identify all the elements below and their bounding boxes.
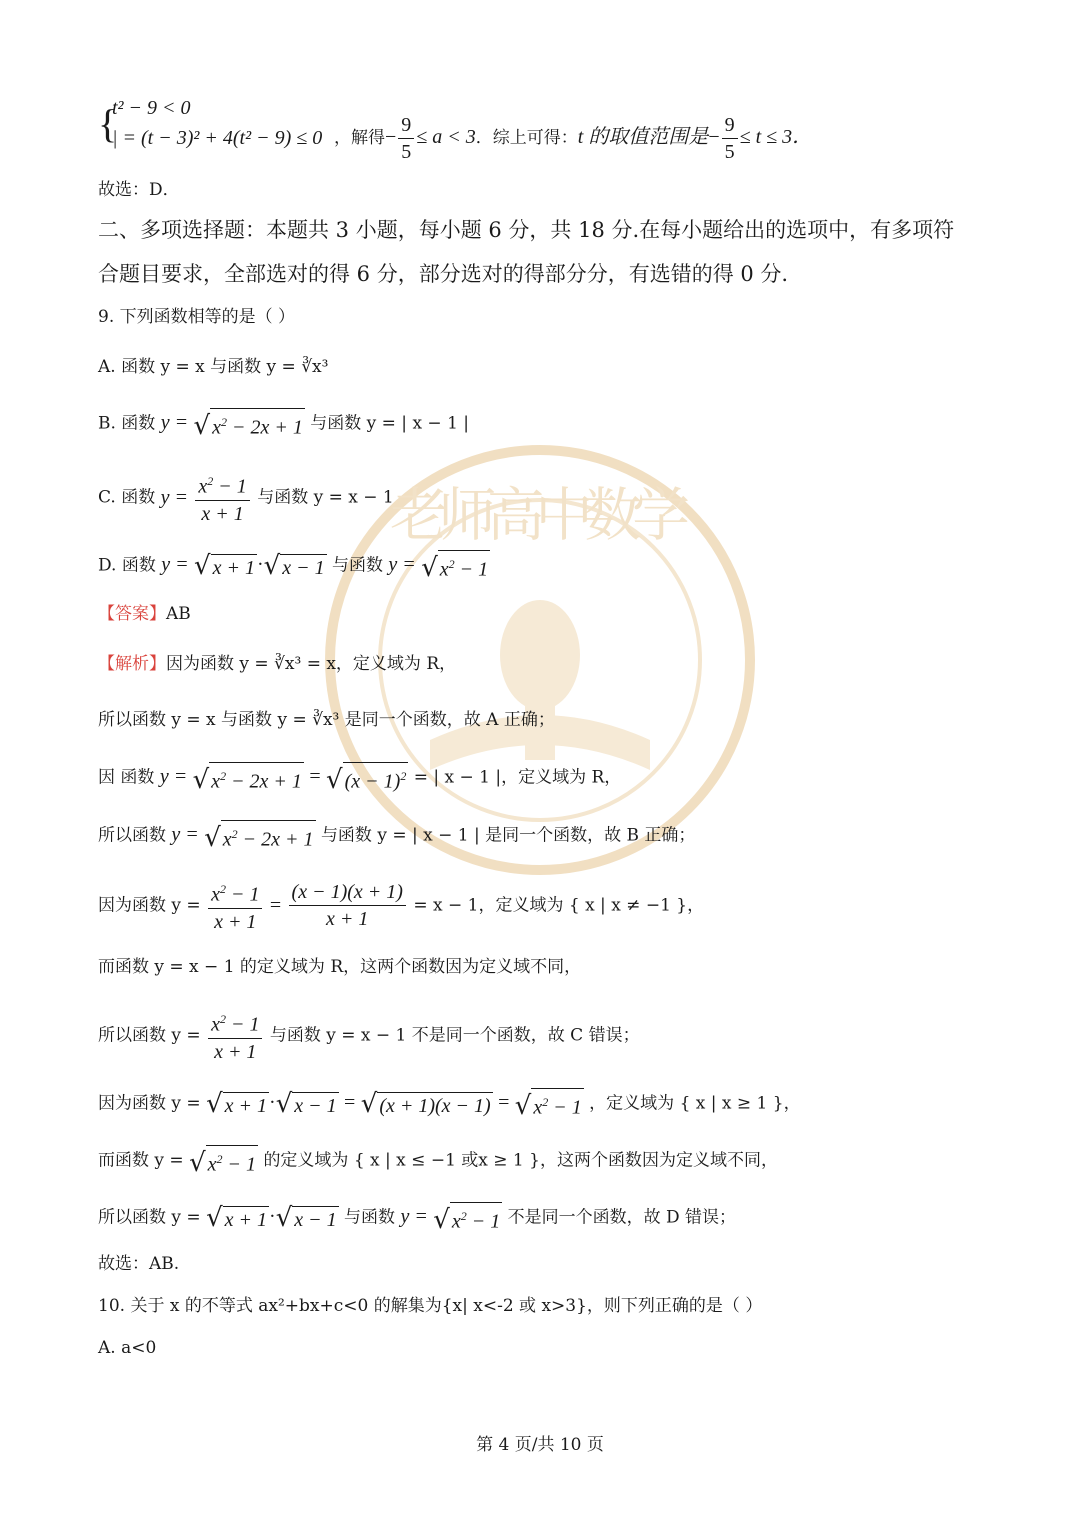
analysis-line-7: 所以函数 y = $\frac{x^2 - 1}{x + 1}$ 与函数 y = x − 1 不是同一个函数，故 C 错误；: [98, 1008, 640, 1063]
analysis-line-10: 所以函数 y = √ x + 1 · √ x − 1 与函数 y = √ $x^2 - 1$ 不是同一个函数，故 D 错误；: [98, 1202, 737, 1235]
frac-num-2: 9: [722, 114, 738, 139]
left-brace: {: [98, 101, 118, 146]
frac-den: 5: [401, 141, 412, 163]
section-heading-line2: 合题目要求，全部选对的得 6 分，部分选对的得部分分，有选错的得 0 分.: [98, 262, 789, 286]
watermark-text: 老 师 高 中 数 学: [390, 481, 690, 549]
an4-tail: 与函数 y = | x − 1 | 是同一个函数，故 B 正确；: [320, 825, 696, 846]
option-c-label: C. 函数: [98, 487, 156, 508]
an4-head: 所以函数: [98, 825, 166, 846]
page-footer: 第 4 页/共 10 页: [476, 1435, 604, 1455]
analysis-line-9: 而函数 y = √ $x^2 - 1$ 的定义域为 { x | x ≤ −1 或x ≥ 1 }，这两个函数因为定义域不同，: [98, 1145, 778, 1177]
analysis-line-1: [98, 652, 456, 676]
option-d-label: D. 函数: [98, 555, 156, 576]
q9-final: 故选：AB.: [98, 1254, 180, 1274]
analysis-line-5: 因为函数 y = $\frac{x^2 - 1}{x + 1}$ = $\frac{(x - 1)(x + 1)}{x + 1}$ = x − 1，定义域为 { x | x ≠ −1 }，: [98, 878, 704, 933]
option-c-tail: 与函数 y = x − 1: [257, 487, 394, 508]
t-range-text: t 的取值范围是: [577, 126, 709, 148]
an8-tail: ，定义域为 { x | x ≥ 1 }，: [589, 1093, 801, 1114]
option-d-tail: 与函数: [332, 555, 384, 576]
q9-option-d: D. 函数 y = √ x + 1 · √ x − 1 与函数 y = √ $x^2 - 1$: [98, 550, 489, 583]
analysis-line-3: 因 函数 y = √ $x^2 - 2x + 1$ = √ $(x - 1)^2$ = | x − 1 |，定义域为 R，: [98, 762, 621, 794]
answer-tag: 【答案】: [98, 604, 166, 624]
option-b-label: B. 函数: [98, 413, 156, 434]
an7-head: 所以函数 y =: [98, 1025, 201, 1046]
an3-head: 因 函数: [98, 767, 155, 788]
analysis-tag: 【解析】: [98, 654, 166, 674]
option-b-tail: 与函数 y = | x − 1 |: [310, 413, 470, 434]
answer-value: AB: [166, 604, 191, 624]
q9-stem: 9. 下列函数相等的是（ ）: [98, 307, 296, 327]
an9-head: 而函数 y =: [98, 1150, 184, 1171]
summary-text: ．综上可得：: [475, 128, 578, 148]
frac-num: 9: [398, 114, 414, 139]
range-tail: ≤ t ≤ 3．: [739, 126, 813, 148]
sqrt-expr: √ $x^2 - 2x + 1$: [194, 408, 305, 440]
answer-line: [98, 602, 191, 626]
an9-tail: 的定义域为 { x | x ≤ −1 或x ≥ 1 }，这两个函数因为定义域不同，: [263, 1150, 778, 1171]
q9-option-c: C. 函数 y = $\frac{x^2 - 1}{x + 1}$ 与函数 y = x − 1: [98, 470, 394, 525]
q10-option-a: A. a<0: [98, 1338, 157, 1358]
an10-tail: 不是同一个函数，故 D 错误；: [507, 1207, 737, 1228]
an7-tail: 与函数 y = x − 1 不是同一个函数，故 C 错误；: [269, 1025, 640, 1046]
q9-option-a: A. 函数 y = x 与函数 y = ∛x³: [98, 357, 329, 377]
analysis-text-1: 因为函数 y = ∛x³ = x，定义域为 R，: [166, 654, 457, 674]
fraction-c: $\frac{x^2 - 1}{x + 1}$: [195, 470, 249, 525]
solve-text: ，解得: [334, 128, 385, 148]
frac-den-2: 5: [724, 141, 735, 163]
answer-8: 故选：D．: [98, 180, 180, 200]
q10-stem: 10. 关于 x 的不等式 ax²+bx+c<0 的解集为{x| x<-2 或 x>3}，则下列正确的是（ ）: [98, 1296, 763, 1316]
q9-option-b: B. 函数 y = √ $x^2 - 2x + 1$ 与函数 y = | x − 1 |: [98, 408, 469, 440]
an5-tail: = x − 1，定义域为 { x | x ≠ −1 }，: [413, 895, 705, 916]
analysis-line-2: 所以函数 y = x 与函数 y = ∛x³ 是同一个函数，故 A 正确；: [98, 710, 555, 730]
analysis-line-8: 因为函数 y = √ x + 1 · √ x − 1 = √ (x + 1)(x − 1) = √ $x^2 - 1$ ，定义域为 { x | x ≥ 1 }，: [98, 1088, 801, 1121]
an8-head: 因为函数 y =: [98, 1093, 201, 1114]
solve-tail: ≤ a < 3: [416, 126, 476, 148]
system-eq2: | = (t − 3)² + 4(t² − 9) ≤ 0: [112, 127, 323, 149]
analysis-line-4: 所以函数 y = √ $x^2 - 2x + 1$ 与函数 y = | x − 1 | 是同一个函数，故 B 正确；: [98, 820, 695, 852]
an5-head: 因为函数 y =: [98, 895, 201, 916]
an10-head: 所以函数 y =: [98, 1207, 201, 1228]
an3-tail: = | x − 1 |，定义域为 R，: [413, 767, 622, 788]
analysis-line-6: 而函数 y = x − 1 的定义域为 R，这两个函数因为定义域不同，: [98, 957, 582, 977]
section-heading-line1: 二、多项选择题：本题共 3 小题，每小题 6 分，共 18 分.在每小题给出的选项中，有多项符: [98, 218, 955, 242]
system-eq1: t² − 9 < 0: [112, 97, 191, 119]
